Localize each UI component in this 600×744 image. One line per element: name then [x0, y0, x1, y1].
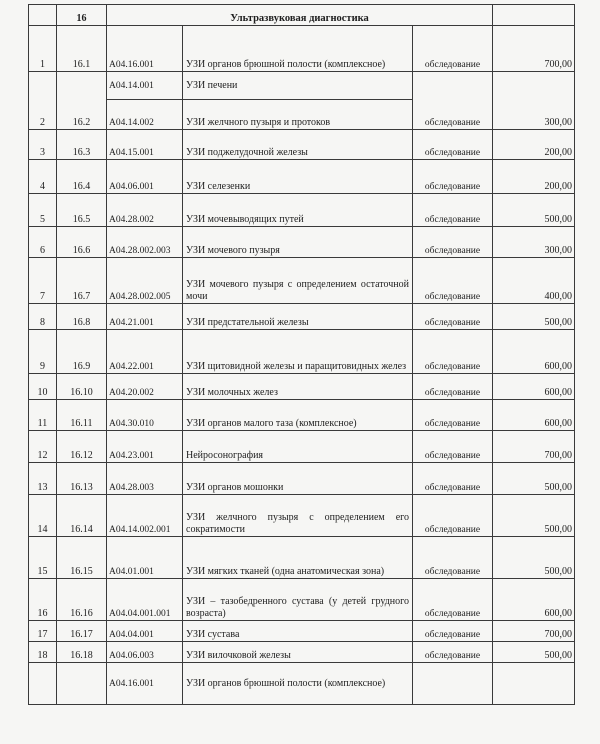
service-name: Нейросонография	[183, 431, 413, 463]
row-number: 9	[29, 330, 57, 374]
service-unit: обследование	[413, 431, 493, 463]
service-code: А04.28.002	[107, 194, 183, 227]
service-name: УЗИ органов брюшной полости (комплексное)	[183, 663, 413, 705]
table-row	[29, 26, 575, 72]
service-unit: обследование	[413, 258, 493, 304]
row-number	[29, 663, 57, 705]
row-subnumber: 16.7	[57, 258, 107, 304]
row-subnumber: 16.18	[57, 642, 107, 663]
row-subnumber: 16.10	[57, 374, 107, 400]
row-subnumber: 16.12	[57, 431, 107, 463]
service-code: А04.04.001	[107, 621, 183, 642]
row-subnumber: 16.16	[57, 579, 107, 621]
row-subnumber: 16.4	[57, 160, 107, 194]
service-name: УЗИ органов брюшной полости (комплексное)	[183, 26, 413, 72]
table-row	[29, 227, 575, 258]
table-row	[29, 642, 575, 663]
section-header-row	[29, 5, 575, 26]
service-code: А04.28.002.003	[107, 227, 183, 258]
service-name: УЗИ желчного пузыря и протоков	[183, 100, 413, 130]
row-subnumber: 16.15	[57, 537, 107, 579]
service-name: УЗИ мочевого пузыря с определением остаточной мочи	[183, 258, 413, 304]
header-empty-cell	[29, 5, 57, 26]
service-unit: обследование	[413, 100, 493, 130]
service-price: 500,00	[493, 537, 575, 579]
service-unit: обследование	[413, 227, 493, 258]
service-code: А04.28.002.005	[107, 258, 183, 304]
service-price: 700,00	[493, 621, 575, 642]
table-row	[29, 495, 575, 537]
table-row	[29, 130, 575, 160]
section-number: 16	[57, 5, 107, 26]
row-subnumber: 16.13	[57, 463, 107, 495]
row-subnumber: 16.3	[57, 130, 107, 160]
service-code: А04.14.002	[107, 100, 183, 130]
service-unit: обследование	[413, 160, 493, 194]
service-unit: обследование	[413, 621, 493, 642]
table-row	[29, 431, 575, 463]
service-price: 600,00	[493, 400, 575, 431]
service-code: А04.01.001	[107, 537, 183, 579]
service-price	[493, 663, 575, 705]
row-number: 2	[29, 100, 57, 130]
row-subnumber: 16.17	[57, 621, 107, 642]
service-name: УЗИ желчного пузыря с определением его сократимости	[183, 495, 413, 537]
service-unit: обследование	[413, 26, 493, 72]
service-unit	[413, 72, 493, 100]
service-name: УЗИ органов мошонки	[183, 463, 413, 495]
row-number: 10	[29, 374, 57, 400]
service-code: А04.15.001	[107, 130, 183, 160]
service-price: 200,00	[493, 130, 575, 160]
service-price: 300,00	[493, 100, 575, 130]
row-number: 15	[29, 537, 57, 579]
service-code: А04.14.002.001	[107, 495, 183, 537]
row-number: 5	[29, 194, 57, 227]
service-code: А04.22.001	[107, 330, 183, 374]
service-code: А04.20.002	[107, 374, 183, 400]
row-subnumber: 16.1	[57, 26, 107, 72]
row-number: 14	[29, 495, 57, 537]
table-row	[29, 663, 575, 705]
service-code: А04.16.001	[107, 26, 183, 72]
price-table	[28, 4, 575, 705]
row-number: 4	[29, 160, 57, 194]
service-price: 600,00	[493, 330, 575, 374]
row-subnumber: 16.2	[57, 100, 107, 130]
service-name: УЗИ органов малого таза (комплексное)	[183, 400, 413, 431]
row-number: 12	[29, 431, 57, 463]
service-name: УЗИ щитовидной железы и паращитовидных желез	[183, 330, 413, 374]
row-subnumber: 16.9	[57, 330, 107, 374]
row-number: 13	[29, 463, 57, 495]
service-name: УЗИ предстательной железы	[183, 304, 413, 330]
table-row	[29, 160, 575, 194]
table-row	[29, 400, 575, 431]
service-code: А04.28.003	[107, 463, 183, 495]
service-unit: обследование	[413, 537, 493, 579]
service-code: А04.04.001.001	[107, 579, 183, 621]
service-code: А04.06.003	[107, 642, 183, 663]
service-code: А04.16.001	[107, 663, 183, 705]
service-unit: обследование	[413, 194, 493, 227]
row-number: 17	[29, 621, 57, 642]
service-name: УЗИ селезенки	[183, 160, 413, 194]
row-subnumber: 16.6	[57, 227, 107, 258]
row-number: 7	[29, 258, 57, 304]
table-row	[29, 258, 575, 304]
table-row	[29, 374, 575, 400]
table-row	[29, 100, 575, 130]
service-code: А04.06.001	[107, 160, 183, 194]
service-unit: обследование	[413, 642, 493, 663]
row-subnumber	[57, 663, 107, 705]
table-row	[29, 537, 575, 579]
service-price: 500,00	[493, 304, 575, 330]
row-number	[29, 72, 57, 100]
service-code: А04.14.001	[107, 72, 183, 100]
row-subnumber: 16.14	[57, 495, 107, 537]
service-price: 600,00	[493, 579, 575, 621]
service-name: УЗИ мочевыводящих путей	[183, 194, 413, 227]
service-name: УЗИ мягких тканей (одна анатомическая зона)	[183, 537, 413, 579]
service-unit	[413, 663, 493, 705]
service-name: УЗИ вилочковой железы	[183, 642, 413, 663]
service-price: 700,00	[493, 431, 575, 463]
service-name: УЗИ печени	[183, 72, 413, 100]
service-unit: обследование	[413, 495, 493, 537]
service-price: 500,00	[493, 495, 575, 537]
table-row	[29, 463, 575, 495]
service-price: 400,00	[493, 258, 575, 304]
table-row	[29, 304, 575, 330]
row-subnumber: 16.8	[57, 304, 107, 330]
service-unit: обследование	[413, 130, 493, 160]
service-price: 600,00	[493, 374, 575, 400]
row-number: 3	[29, 130, 57, 160]
row-subnumber	[57, 72, 107, 100]
service-code: А04.21.001	[107, 304, 183, 330]
header-empty-cell	[493, 5, 575, 26]
table-row	[29, 72, 575, 100]
table-row	[29, 330, 575, 374]
row-number: 11	[29, 400, 57, 431]
row-subnumber: 16.11	[57, 400, 107, 431]
service-unit: обследование	[413, 579, 493, 621]
service-name: УЗИ сустава	[183, 621, 413, 642]
row-number: 6	[29, 227, 57, 258]
row-number: 18	[29, 642, 57, 663]
service-code: А04.23.001	[107, 431, 183, 463]
service-price: 200,00	[493, 160, 575, 194]
service-unit: обследование	[413, 374, 493, 400]
section-title: Ультразвуковая диагностика	[107, 5, 493, 26]
table-row	[29, 621, 575, 642]
service-code: А04.30.010	[107, 400, 183, 431]
service-unit: обследование	[413, 400, 493, 431]
service-unit: обследование	[413, 463, 493, 495]
service-price	[493, 72, 575, 100]
service-price: 300,00	[493, 227, 575, 258]
table-row	[29, 579, 575, 621]
service-name: УЗИ поджелудочной железы	[183, 130, 413, 160]
service-price: 500,00	[493, 642, 575, 663]
row-number: 16	[29, 579, 57, 621]
row-subnumber: 16.5	[57, 194, 107, 227]
service-unit: обследование	[413, 304, 493, 330]
service-name: УЗИ – тазобедренного сустава (у детей грудного возраста)	[183, 579, 413, 621]
service-name: УЗИ мочевого пузыря	[183, 227, 413, 258]
table-row	[29, 194, 575, 227]
service-price: 500,00	[493, 194, 575, 227]
service-price: 500,00	[493, 463, 575, 495]
service-price: 700,00	[493, 26, 575, 72]
row-number: 8	[29, 304, 57, 330]
service-name: УЗИ молочных желез	[183, 374, 413, 400]
service-unit: обследование	[413, 330, 493, 374]
row-number: 1	[29, 26, 57, 72]
